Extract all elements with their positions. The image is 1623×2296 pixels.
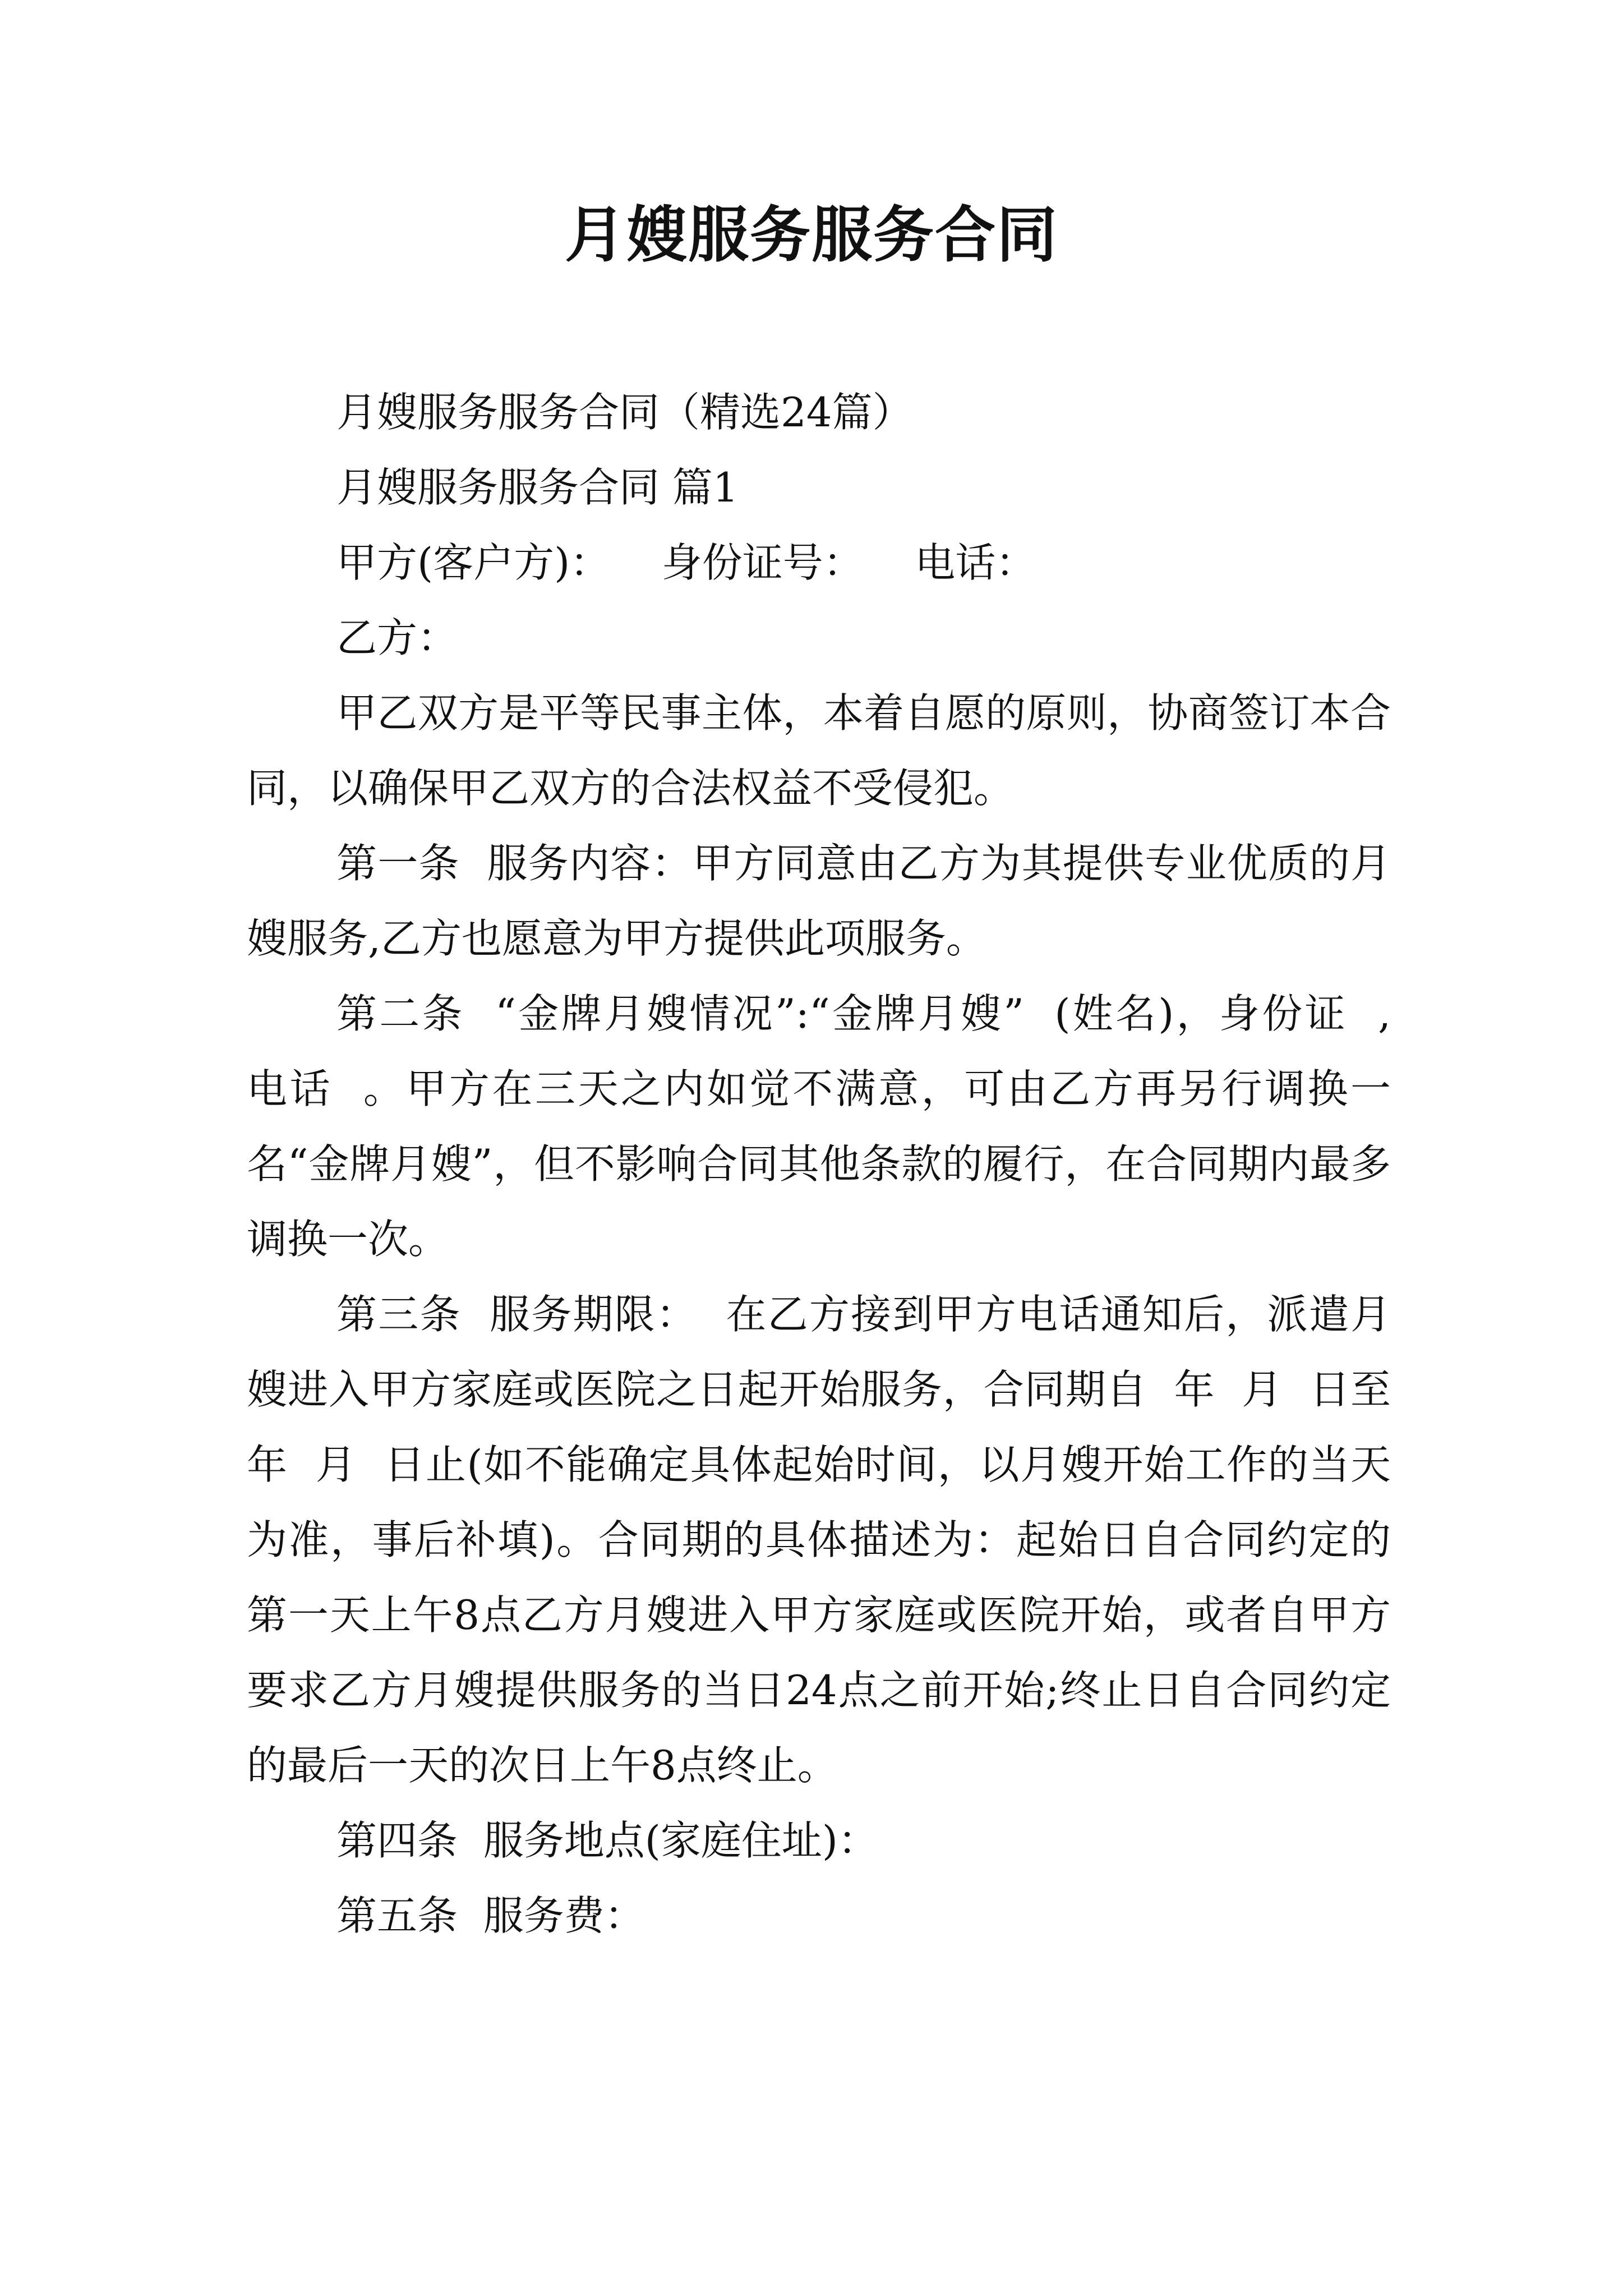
article-2: 第二条 “金牌月嫂情况”:“金牌月嫂” (姓名)，身份证 , 电话 。甲方在三天之内如觉不满意，可由乙方再另行调换一名“金牌月嫂”，但不影响合同其他条款的履行，在合同期内最多调换一次。 (247, 990, 1430, 1263)
article-3: 第三条 服务期限： 在乙方接到甲方电话通知后，派遣月嫂进入甲方家庭或医院之日起开始服务，合同期自 年 月 日至 年 月 日止(如不能确定具体起始时间，以月嫂开始工作的当天为准，事后补填)。合同期的具体描述为：起始日自合同约定的第一天上午8点乙方月嫂进入甲方家庭或医院开始，或者自甲方要求乙方月嫂提供服务的当日24点之前开始;终止日自合同约定的最后一天的次日上午8点终止。 (247, 1291, 1417, 1789)
doc-subtitle: 月嫂服务服务合同（精选24篇） (336, 389, 913, 436)
document-body (247, 375, 1430, 1953)
article-4: 第四条 服务地点(家庭住址)： (336, 1817, 878, 1864)
party-a-line: 甲方(客户方)： 身份证号： 电话： (336, 539, 1036, 586)
article-1: 第一条 服务内容：甲方同意由乙方为其提供专业优质的月嫂服务,乙方也愿意为甲方提供此项服务。 (247, 840, 1391, 962)
article-5: 第五条 服务费： (336, 1892, 645, 1939)
party-b-line: 乙方： (336, 614, 458, 661)
preamble-paragraph: 甲乙双方是平等民事主体，本着自愿的原则，协商签订本合同，以确保甲乙双方的合法权益不受侵犯。 (247, 689, 1391, 812)
section-heading: 月嫂服务服务合同 篇1 (336, 464, 739, 511)
document-title: 月嫂服务服务合同 (564, 200, 1058, 270)
